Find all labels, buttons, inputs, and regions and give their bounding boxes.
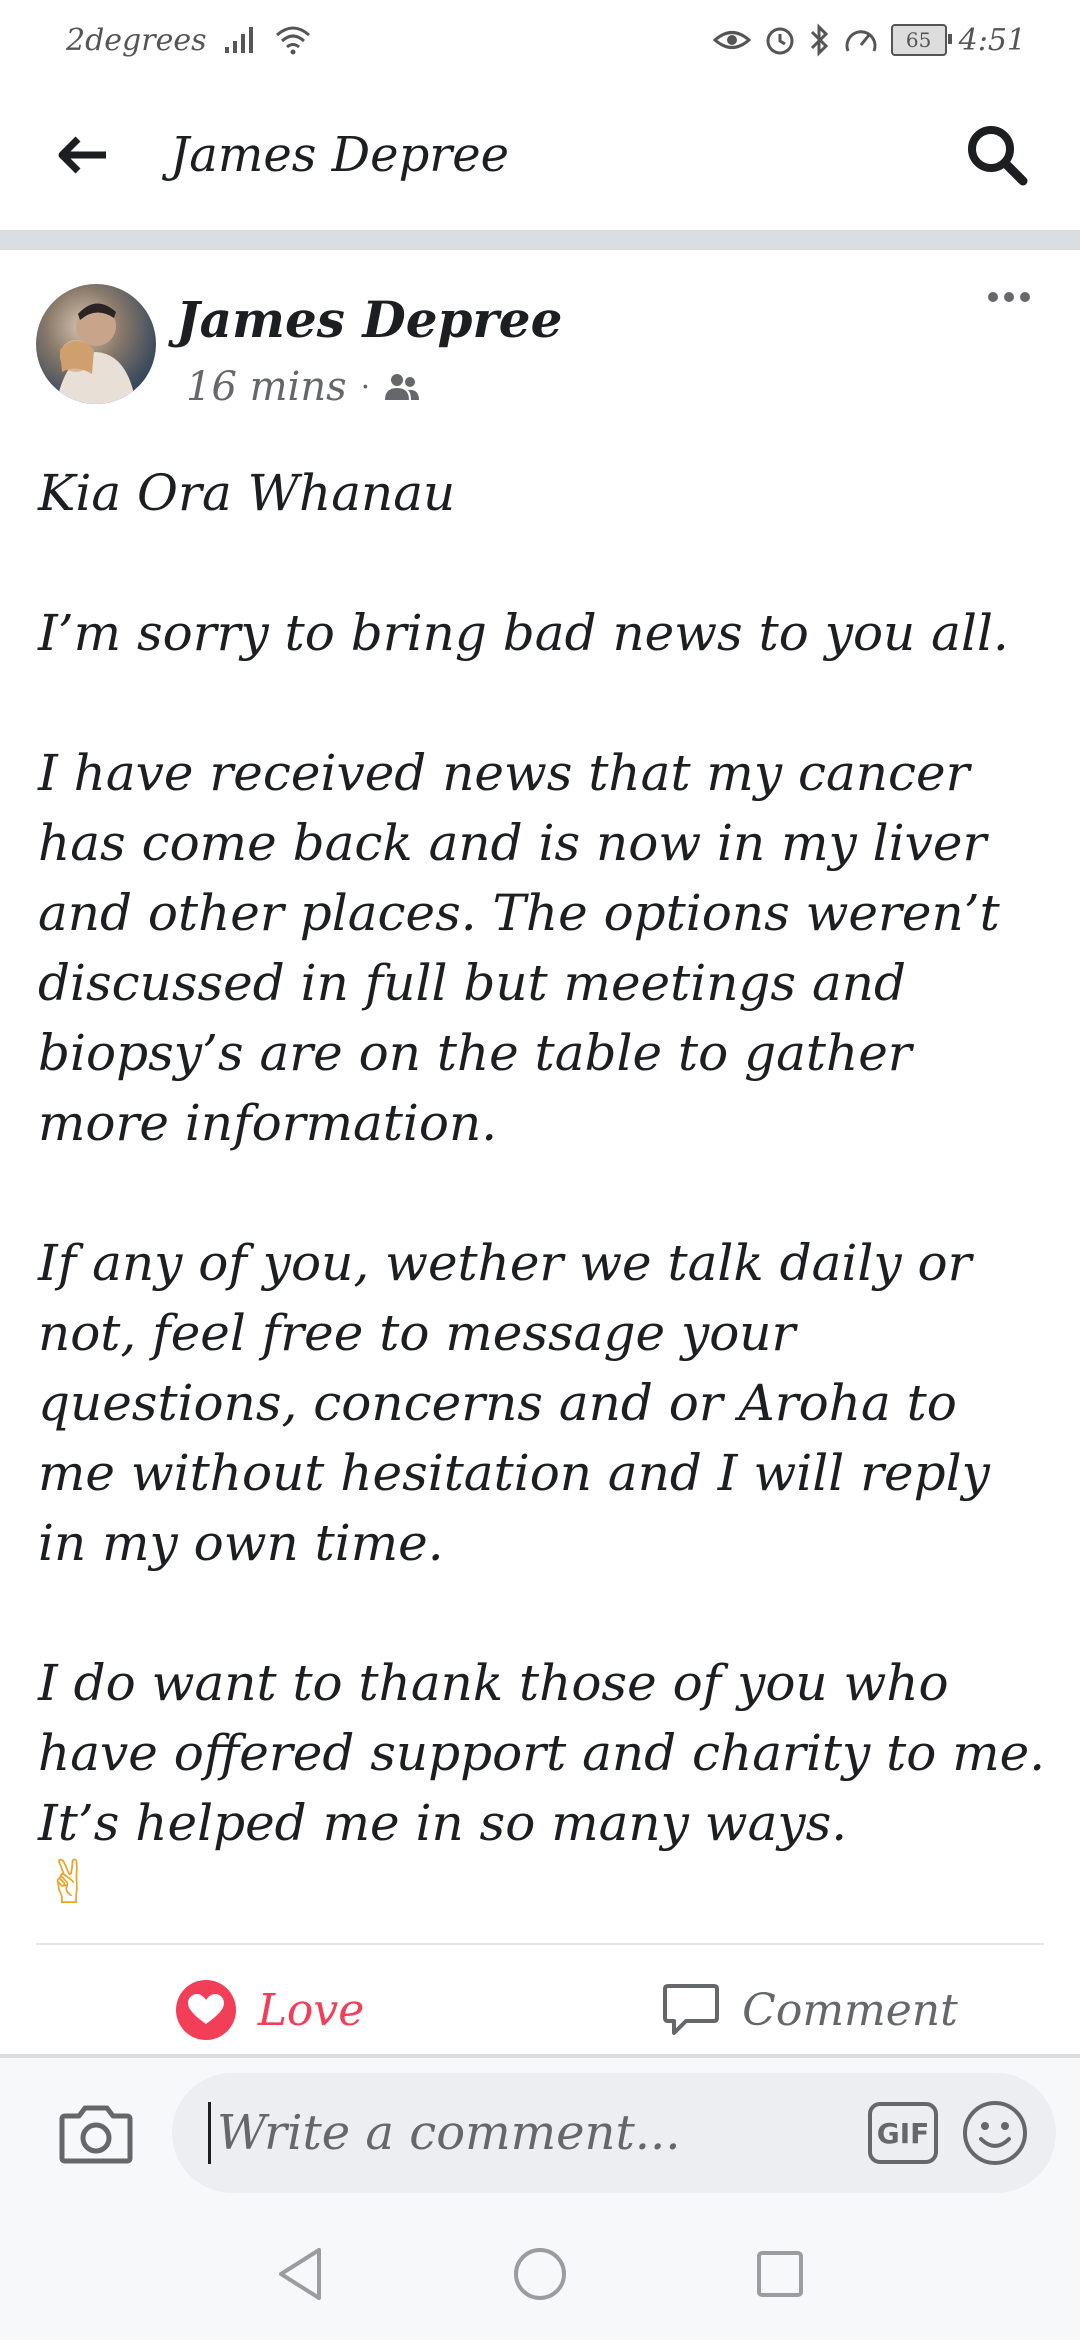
eye-icon: [713, 25, 751, 55]
alarm-icon: [763, 23, 797, 57]
camera-icon: [59, 2102, 133, 2164]
post-body: [38, 458, 1048, 1928]
comment-composer: [0, 2058, 1080, 2208]
battery-indicator: 65: [891, 24, 947, 56]
avatar-photo-icon: [36, 284, 156, 404]
nav-recents-button[interactable]: [750, 2244, 810, 2304]
post-author[interactable]: James Depree: [176, 290, 563, 349]
app-header: [0, 80, 1080, 230]
page-title: James Depree: [170, 127, 510, 183]
avatar[interactable]: [36, 284, 156, 404]
clock: 4:51: [958, 22, 1026, 58]
triangle-back-icon: [275, 2246, 325, 2302]
camera-button[interactable]: [56, 2093, 136, 2173]
comment-button[interactable]: [540, 1960, 1080, 2060]
bluetooth-icon: [809, 23, 831, 57]
meta-separator: ·: [360, 369, 371, 405]
more-options-button[interactable]: [988, 292, 1030, 302]
post-header: [36, 284, 1044, 414]
speed-icon: [843, 23, 879, 57]
friends-icon: [384, 372, 420, 402]
circle-home-icon: [512, 2246, 568, 2302]
search-icon: [965, 123, 1029, 187]
carrier-label: 2degrees: [66, 22, 207, 58]
gif-button[interactable]: GIF: [868, 2102, 938, 2164]
post-paragraph: I have received news that my cancer has come back and is now in my liver and other places. The options weren’t discussed in full but meetings and biopsy’s are on the table to gather more information.: [38, 744, 1000, 1152]
comment-label: Comment: [742, 1984, 958, 2036]
comment-input[interactable]: [208, 2102, 868, 2164]
comment-icon: [662, 1982, 720, 2038]
love-icon: [176, 1980, 236, 2040]
victory-hand-emoji: ✌: [44, 1848, 95, 1918]
header-separator: [0, 230, 1080, 250]
nav-back-button[interactable]: [270, 2244, 330, 2304]
status-right: [713, 23, 1026, 58]
arrow-left-icon: [56, 135, 108, 175]
more-dot-icon: [1020, 292, 1030, 302]
post-paragraph: I’m sorry to bring bad news to you all.: [38, 604, 1009, 662]
comment-box[interactable]: [172, 2073, 1056, 2193]
search-button[interactable]: [962, 120, 1032, 190]
post-paragraph: Kia Ora Whanau: [38, 464, 456, 522]
post-actions: [0, 1960, 1080, 2060]
more-dot-icon: [988, 292, 998, 302]
post-divider: [36, 1943, 1044, 1945]
nav-home-button[interactable]: [510, 2244, 570, 2304]
post-paragraph: If any of you, wether we talk daily or not, feel free to message your questions, concerns and or Aroha to me without hesitation and I will reply in my own time.: [38, 1234, 990, 1572]
status-bar: [0, 0, 1080, 80]
love-button[interactable]: [0, 1960, 540, 2060]
more-dot-icon: [1004, 292, 1014, 302]
system-nav-bar: [0, 2208, 1080, 2340]
back-button[interactable]: [52, 125, 112, 185]
post-meta: [186, 364, 420, 410]
post-paragraph: I do want to thank those of you who have offered support and charity to me. It’s helped me in so many ways.: [38, 1654, 1046, 1852]
signal-icon: [223, 25, 257, 55]
post-time[interactable]: 16 mins: [186, 364, 347, 410]
love-label: Love: [257, 1984, 365, 2036]
square-recents-icon: [755, 2249, 805, 2299]
status-left: [66, 23, 313, 58]
smiley-icon: [961, 2099, 1029, 2167]
wifi-icon: [273, 25, 313, 55]
emoji-button[interactable]: [960, 2098, 1030, 2168]
